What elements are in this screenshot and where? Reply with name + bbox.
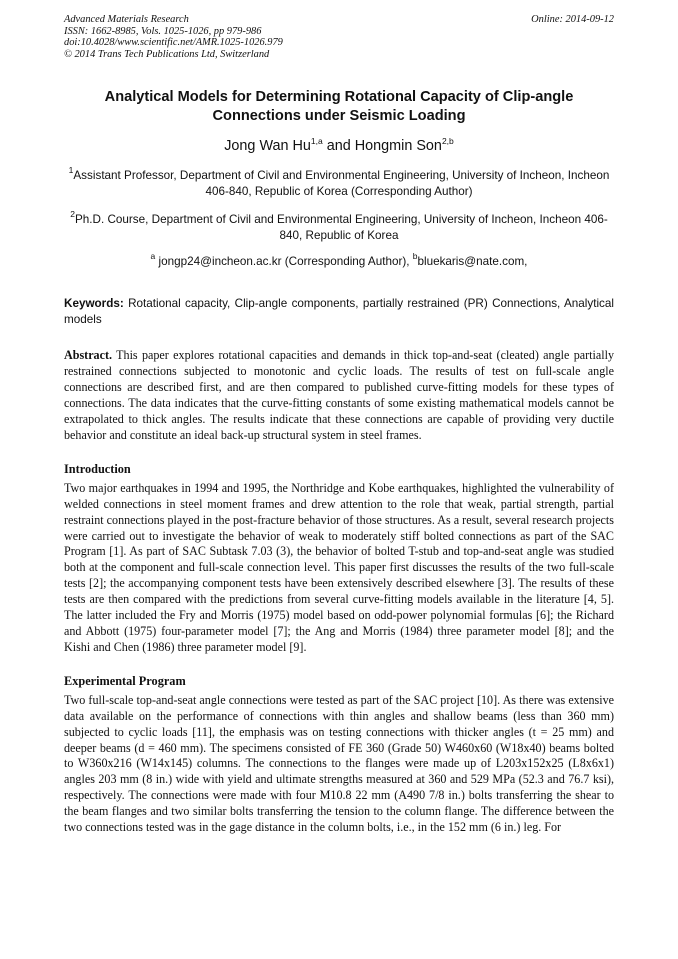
keywords — [64, 296, 614, 328]
author-superscript: 1,a — [310, 136, 323, 147]
email-superscript: a — [150, 251, 156, 262]
email-text: bluekaris@nate.com, — [417, 255, 528, 269]
copyright-line: © 2014 Trans Tech Publications Ltd, Switzerland — [64, 48, 270, 60]
keywords-text: Rotational capacity, Clip-angle components, partially restrained (PR) Connections, Analytical models — [64, 297, 614, 327]
paper-page — [64, 14, 614, 836]
affiliation — [64, 165, 614, 200]
doi-line: doi:10.4028/www.scientific.net/AMR.1025-1026.979 — [64, 37, 283, 49]
email-superscript: b — [412, 251, 418, 262]
online-date: Online: 2014-09-12 — [531, 14, 614, 25]
abstract-text: This paper explores rotational capacities and demands in thick top-and-seat (cleated) angle partially restrained connections subjected to monotonic and cyclic loads. The results of test on full-scale angle connections are described first, and are then compared to published curve-fitting models for these types of connections. The data indicates that the curve-fitting constants of some existing mathematical models cannot be extrapolated to thick angles. The results indicate that these connections are capable of providing very ductile behavior and constitute an ideal back-up structural system in steel frames. — [64, 348, 614, 442]
email-text: jongp24@incheon.ac.kr (Corresponding Author), — [155, 255, 413, 269]
affiliation-superscript: 2 — [70, 209, 75, 220]
author-superscript: 2,b — [441, 136, 454, 147]
section-paragraph: Two full-scale top-and-seat angle connections were tested as part of the SAC project [10]. As there was extensive data available on the performance of connections with thin angles and shallow beams (less than 360 mm) subjected to cyclic loads [11], the emphasis was on testing connections with thicker angles (t = 25 mm) and deeper beams (d = 460 mm). The specimens consisted of FE 360 (Grade 50) W460x60 (W18x40) beams bolted to W360x216 (W14x145) columns. The connections to the flanges were made up of L203x152x25 (L8x6x1) angles 203 mm (8 in.) wide with yield and ultimate strengths measured at 360 and 529 MPa (52.3 and 76.7 ksi), respectively. The connections were made with four M10.8 22 mm (A490 7/8 in.) bolts transferring the shear to the beam flanges and two similar bolts transferring the tension to the column flange. The difference between the two connections tested was in the gage distance in the column bolts, i.e., in the 152 mm (6 in.) leg. For — [64, 692, 614, 835]
email-line — [64, 251, 614, 270]
affiliation-superscript: 1 — [68, 165, 74, 176]
issn-line: ISSN: 1662-8985, Vols. 1025-1026, pp 979-986 — [64, 25, 262, 37]
affiliation-text: Ph.D. Course, Department of Civil and Environmental Engineering, University of Incheon, Incheon 406-840, Republic of Korea — [75, 213, 608, 243]
author-name: Jong Wan Hu — [224, 138, 311, 155]
author-name: Hongmin Son — [354, 138, 442, 155]
abstract — [64, 348, 614, 443]
affiliation — [64, 209, 614, 244]
abstract-label: Abstract. — [64, 348, 113, 363]
section-paragraph: Two major earthquakes in 1994 and 1995, the Northridge and Kobe earthquakes, highlighted the vulnerability of welded connections in steel moment frames and drew attention to the role that weak, partial strength, partial restraint connections played in the post-fracture behavior of those structures. As a result, several research projects were carried out to investigate the behavior of weak to moderately stiff bolted connections as part of the SAC Program [1]. As part of SAC Subtask 7.03 (3), the behavior of bolted T-stub and top-and-seat angle was studied both at the component and full-scale connection level. This paper first discusses the results of the two full-scale tests [2]; the accompanying component tests have been extensively described elsewhere [3]. The results of these tests are then compared with the predictions from several curve-fitting models available in the literature [4, 5]. The latter included the Fry and Morris (1975) model based on odd-power polynomial formulas [6]; the Richard and Abbott (1975) four-parameter model [7]; the Ang and Morris (1984) three parameter model [8]; and the Kishi and Chen (1986) three parameter model [9]. — [64, 480, 614, 654]
keywords-label: Keywords: — [64, 297, 124, 311]
section-heading: Experimental Program — [64, 673, 186, 688]
journal-name: Advanced Materials Research — [64, 14, 189, 25]
author-conjunction: and — [322, 138, 355, 155]
affiliation-text: Assistant Professor, Department of Civil and Environmental Engineering, University of Incheon, Incheon 406-840, Republic of Korea (Corresponding Author) — [73, 169, 610, 199]
journal-header — [64, 14, 614, 60]
paper-title: Analytical Models for Determining Rotational Capacity of Clip-angle Connections under Seismic Loading — [104, 89, 574, 125]
author-list — [64, 138, 614, 154]
section-heading: Introduction — [64, 461, 131, 476]
